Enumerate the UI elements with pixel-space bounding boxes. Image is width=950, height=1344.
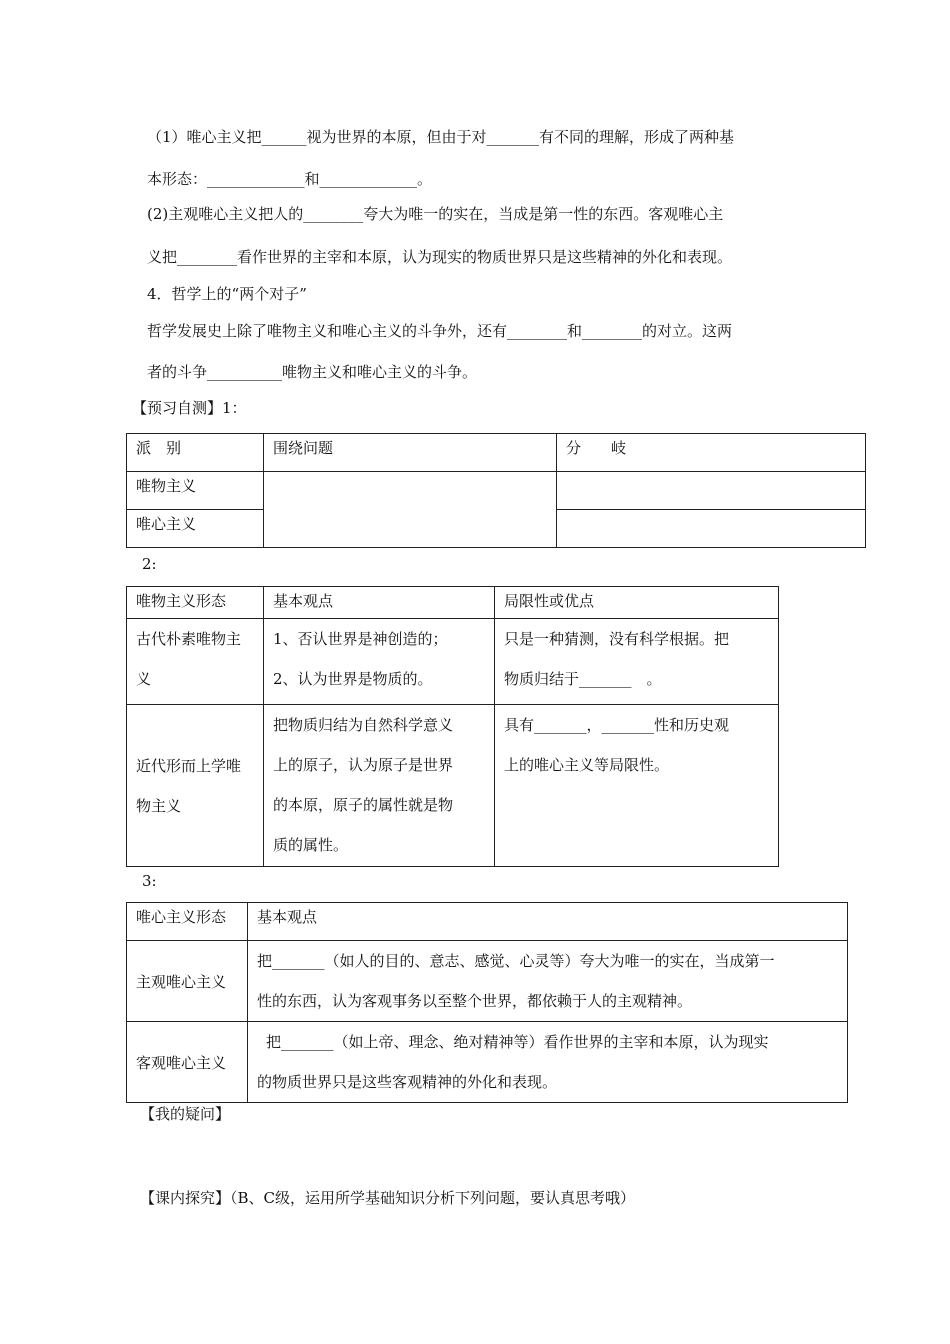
table2-view-cell: 1、否认世界是神创造的； 2、认为世界是物质的。	[264, 619, 495, 705]
intro-line-4: 义把________看作世界的主宰和本原，认为现实的物质世界只是这些精神的外化和表现。	[147, 248, 733, 266]
table-3	[126, 902, 848, 1103]
table3-view-cell: 把_______（如上帝、理念、绝对精神等）看作世界的主宰和本原，认为现实 的物质世界只是这些客观精神的外化和表现。	[248, 1022, 848, 1103]
inquiry-heading: 【课内探究】（B、C级，运用所学基础知识分析下列问题，要认真思考哦）	[140, 1189, 636, 1207]
table1-answer-cell	[557, 472, 866, 510]
table1-answer-cell	[557, 510, 866, 548]
table1-header: 分 岐	[557, 434, 866, 472]
table-1	[126, 433, 866, 548]
table1-answer-cell	[264, 472, 557, 548]
section-4-title: 4．哲学上的“两个对子”	[147, 285, 307, 303]
table1-header: 围绕问题	[264, 434, 557, 472]
table2-form-cell: 近代形而上学唯 物主义	[127, 705, 264, 867]
table3-view-cell: 把_______（如人的目的、意志、感觉、心灵等）夸大为唯一的实在，当成第一 性的东西，认为客观事务以至整个世界，都依赖于人的主观精神。	[248, 941, 848, 1022]
table2-header: 唯物主义形态	[127, 587, 264, 619]
table1-header: 派 别	[127, 434, 264, 472]
table-2	[126, 586, 779, 867]
table3-form-cell: 主观唯心主义	[127, 941, 248, 1022]
table3-header: 唯心主义形态	[127, 903, 248, 941]
table2-limit-cell: 具有_______，_______性和历史观 上的唯心主义等局限性。	[495, 705, 779, 867]
intro-line-1: （1）唯心主义把______视为世界的本原，但由于对_______有不同的理解，形成了两种基	[147, 128, 735, 146]
intro-line-6: 者的斗争__________唯物主义和唯心主义的斗争。	[147, 363, 478, 381]
my-questions-heading: 【我的疑问】	[140, 1105, 231, 1123]
table3-form-cell: 客观唯心主义	[127, 1022, 248, 1103]
table2-limit-cell: 只是一种猜测，没有科学根据。把 物质归结于_______ 。	[495, 619, 779, 705]
intro-line-2: 本形态：_____________和_____________。	[147, 170, 433, 188]
label-2: 2:	[142, 555, 157, 573]
table2-view-cell: 把物质归结为自然科学意义 上的原子，认为原子是世界 的本原，原子的属性就是物 质的属性。	[264, 705, 495, 867]
table2-header: 基本观点	[264, 587, 495, 619]
table2-header: 局限性或优点	[495, 587, 779, 619]
table1-row-label: 唯物主义	[127, 472, 264, 510]
table2-form-cell: 古代朴素唯物主 义	[127, 619, 264, 705]
intro-line-5: 哲学发展史上除了唯物主义和唯心主义的斗争外，还有________和________的对立。这两	[147, 322, 733, 340]
table1-row-label: 唯心主义	[127, 510, 264, 548]
table3-header: 基本观点	[248, 903, 848, 941]
label-3: 3:	[142, 872, 157, 890]
intro-line-3: (2)主观唯心主义把人的________夸大为唯一的实在，当成是第一性的东西。客观唯心主	[147, 205, 724, 223]
self-test-heading: 【预习自测】1：	[132, 399, 247, 417]
